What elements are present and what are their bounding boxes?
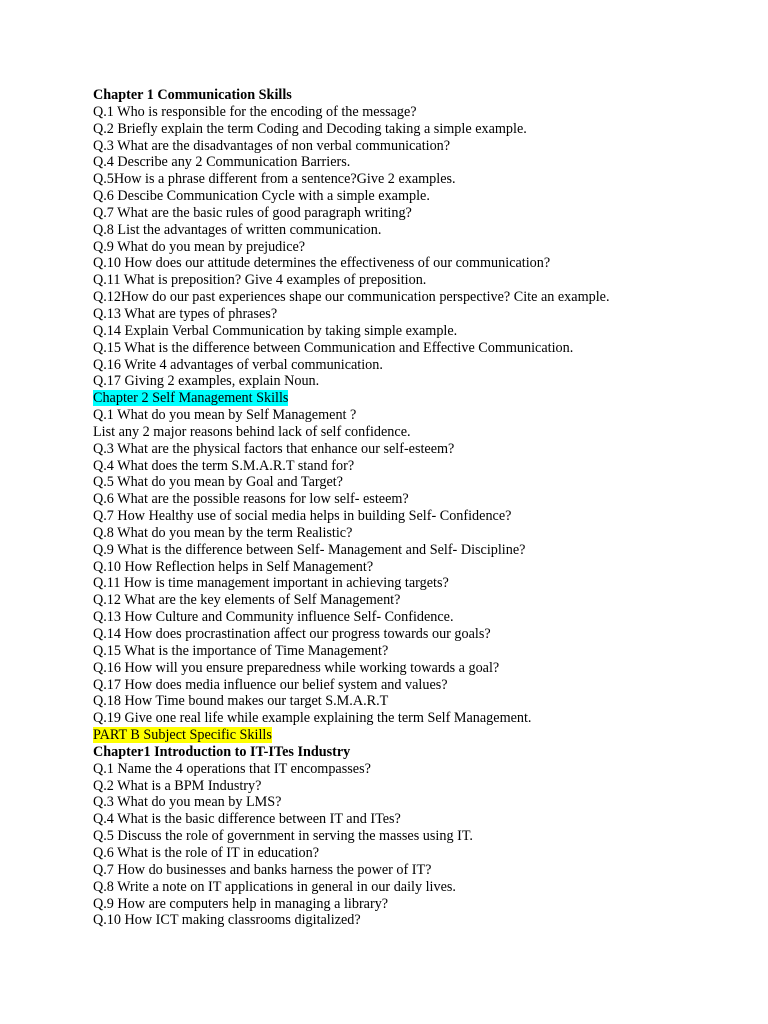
question-line: Q.7 How do businesses and banks harness the power of IT? [93, 861, 432, 878]
question-line: Q.10 How Reflection helps in Self Management? [93, 558, 374, 575]
question-line: Q.6 What are the possible reasons for low self- esteem? [93, 491, 409, 508]
question-line: Q.17 How does media influence our belief system and values? [93, 676, 448, 693]
question-line: Q.14 How does procrastination affect our progress towards our goals? [93, 626, 491, 642]
question-line: Q.10 How does our attitude determines the effectiveness of our communication? [93, 255, 551, 272]
question-line: Q.10 How ICT making classrooms digitalized? [93, 912, 361, 929]
question-line: Q.9 What is the difference between Self- Management and Self- Discipline? [93, 541, 526, 558]
question-line: Q.8 List the advantages of written communication. [93, 221, 382, 238]
part-b-heading: PART B Subject Specific Skills [93, 727, 272, 744]
question-line: Q.1 Name the 4 operations that IT encompasses? [93, 760, 371, 777]
question-line: Q.15 What is the difference between Communication and Effective Communication. [93, 339, 574, 356]
chapter2-heading: Chapter 2 Self Management Skills [93, 390, 289, 407]
part-b-heading-row [93, 727, 753, 744]
question-line: Q.9 How are computers help in managing a library? [93, 895, 389, 912]
question-line: Q.3 What are the disadvantages of non verbal communication? [93, 137, 451, 154]
question-line: Q.2 What is a BPM Industry? [93, 777, 262, 794]
question-line: Q.7 How Healthy use of social media helps in building Self- Confidence? [93, 508, 512, 525]
question-line: Q.11 What is preposition? Give 4 examples of preposition. [93, 272, 427, 289]
question-line: Q.12 What are the key elements of Self Management? [93, 592, 401, 609]
question-line: Q.2 Briefly explain the term Coding and Decoding taking a simple example. [93, 120, 527, 137]
question-line: Q.1 Who is responsible for the encoding of the message? [93, 103, 417, 120]
question-line: Q.17 Giving 2 examples, explain Noun. [93, 373, 320, 390]
question-line: Q.13 What are types of phrases? [93, 305, 278, 322]
question-line: Q.7 What are the basic rules of good paragraph writing? [93, 204, 412, 221]
question-line: Q.4 Describe any 2 Communication Barriers. [93, 154, 351, 171]
question-line: Q.4 What is the basic difference between IT and ITes? [93, 811, 401, 828]
question-line: Q.4 What does the term S.M.A.R.T stand for? [93, 457, 355, 474]
question-line: Q.3 What are the physical factors that enhance our self-esteem? [93, 440, 455, 457]
document-page [93, 87, 753, 929]
chapter-it-heading: Chapter1 Introduction to IT-ITes Industry [93, 743, 351, 760]
question-line: Q.1 What do you mean by Self Management ? [93, 407, 357, 424]
question-line: Q.16 How will you ensure preparedness while working towards a goal? [93, 659, 500, 676]
question-line: Q.14 Explain Verbal Communication by taking simple example. [93, 322, 458, 339]
chapter2-heading-row [93, 390, 753, 407]
question-line: Q.3 What do you mean by LMS? [93, 794, 282, 811]
question-line: Q.13 How Culture and Community influence Self- Confidence. [93, 609, 454, 626]
question-line: Q.19 Give one real life while example explaining the term Self Management. [93, 710, 532, 727]
question-line: Q.8 What do you mean by the term Realistic? [93, 524, 353, 541]
question-line: Q.15 What is the importance of Time Management? [93, 642, 389, 659]
chapter1-heading: Chapter 1 Communication Skills [93, 87, 292, 103]
question-line: Q.9 What do you mean by prejudice? [93, 238, 306, 255]
question-line: Q.8 Write a note on IT applications in general in our daily lives. [93, 878, 456, 895]
question-line: Q.5 What do you mean by Goal and Target? [93, 474, 343, 491]
question-line: Q.6 Descibe Communication Cycle with a simple example. [93, 188, 430, 205]
question-line: Q.6 What is the role of IT in education? [93, 844, 320, 861]
question-line: Q.5 Discuss the role of government in serving the masses using IT. [93, 828, 473, 845]
question-line: Q.18 How Time bound makes our target S.M.A.R.T [93, 693, 389, 710]
question-line: Q.5How is a phrase different from a sentence?Give 2 examples. [93, 171, 456, 188]
question-line: Q.11 How is time management important in achieving targets? [93, 575, 449, 592]
question-line: Q.12How do our past experiences shape our communication perspective? Cite an example. [93, 289, 610, 306]
question-line: List any 2 major reasons behind lack of self confidence. [93, 423, 411, 440]
question-line: Q.16 Write 4 advantages of verbal communication. [93, 356, 383, 373]
